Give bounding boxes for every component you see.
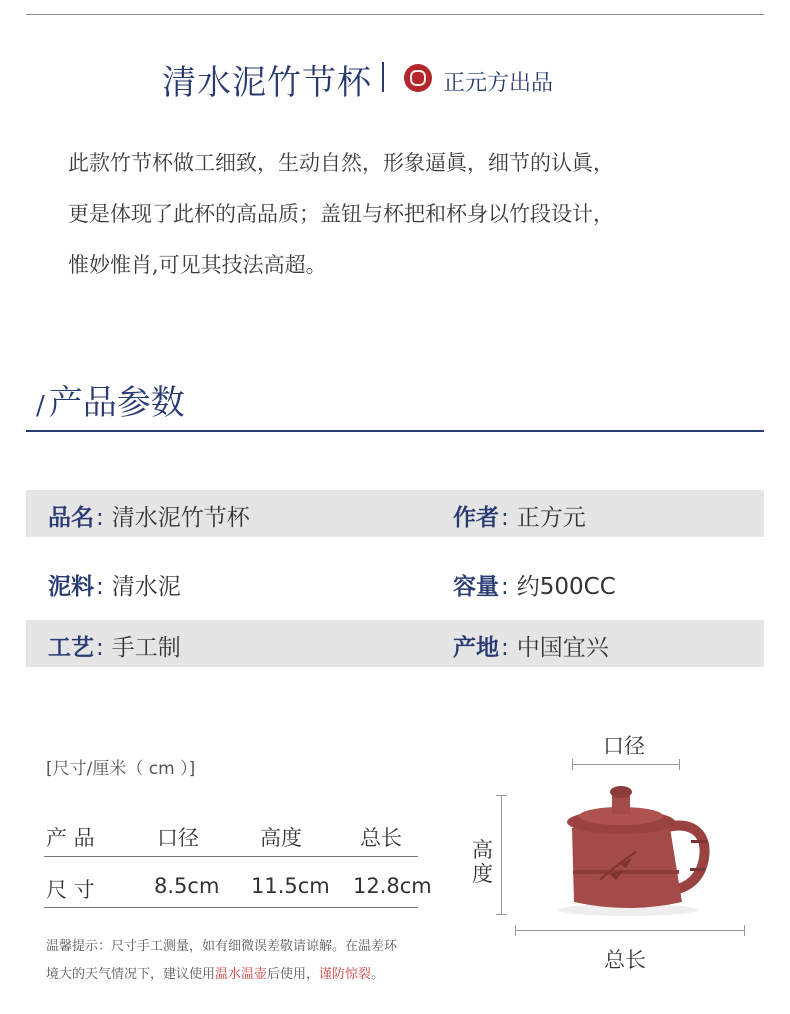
spec-value: 清水泥 [111,574,181,600]
table-divider [44,907,418,908]
intro-line: 此款竹节杯做工细致，生动自然，形象逼眞，细节的认眞， [68,151,614,175]
spec-value: 清水泥竹节杯 [111,505,250,531]
intro-line: 更是体现了此杯的高品质；盖钮与杯把和杯身以竹段设计， [68,202,614,226]
table-header-row [44,818,418,856]
spec-label: 产地 [453,635,499,661]
table-cell: 11.5cm [251,874,330,898]
spec-label: 泥料 [48,574,94,600]
spec-value: 约500CC [516,574,616,600]
spec-item: 作者: 正方元 [453,505,586,531]
section-divider [26,430,764,432]
section-heading [36,375,185,424]
table-divider [44,856,418,857]
mouth-diameter-line [572,764,680,765]
length-tick [515,925,516,936]
height-label: 度 [472,862,493,886]
brand-name: 正元方出品 [443,71,554,96]
note-line: 温馨提示：尺寸手工测量，如有细微误差敬请谅解。在温差环 [46,939,398,954]
table-cell: 尺 寸 [46,878,95,902]
title-separator [382,62,384,92]
spec-row [26,559,764,606]
page-title: 清水泥竹节杯 [162,63,372,103]
mouth-diameter-label: 口径 [603,734,645,758]
height-label: 高 [472,838,493,862]
table-header-cell: 总长 [360,826,402,850]
dimensions-caption: [尺寸/厘米（ cm ）] [46,759,196,779]
spec-label: 容量 [453,574,499,600]
spec-value: 中国宜兴 [516,635,609,661]
total-length-label: 总长 [604,948,646,972]
spec-value: 手工制 [111,635,181,661]
spec-value: 正方元 [516,505,586,531]
intro-line: 惟妙惟肖,可见其技法高超。 [68,253,327,277]
length-line [515,930,745,931]
table-header-cell: 高度 [260,826,302,850]
bamboo-cup-image [540,770,720,920]
height-tick [496,914,507,915]
spec-row [26,620,764,667]
section-slash: / [36,391,45,421]
mouth-diameter-tick [572,759,573,770]
top-divider [26,14,764,15]
spec-item: 产地: 中国宜兴 [453,635,609,661]
intro-paragraph [68,138,748,291]
spec-label: 工艺 [48,635,94,661]
table-cell: 12.8cm [353,874,432,898]
spec-label: 作者 [453,505,499,531]
length-tick [744,925,745,936]
warning-text: 谨防惊裂 [319,967,372,982]
spec-item: 容量: 约500CC [453,574,616,600]
table-cell: 8.5cm [154,874,220,898]
spec-row [26,490,764,537]
height-tick [496,795,507,796]
section-title: 产品参数 [48,383,185,423]
spec-item: 泥料: 清水泥 [48,574,181,600]
table-row [44,870,432,908]
mouth-diameter-tick [679,759,680,770]
warning-text: 温水温壶 [215,967,268,982]
care-note [46,933,446,989]
spec-item: 工艺: 手工制 [48,635,181,661]
spec-label: 品名 [48,505,94,531]
height-line [501,795,502,915]
table-header-cell: 产 品 [46,826,95,850]
dimensions-table-body [44,870,432,908]
table-header-cell: 口径 [157,826,199,850]
dimensions-table [44,818,418,856]
note-line: 境大的天气情况下，建议使用温水温壶后使用，谨防惊裂。 [46,967,385,982]
spec-item: 品名: 清水泥竹节杯 [48,505,250,531]
seal-icon [404,64,432,92]
